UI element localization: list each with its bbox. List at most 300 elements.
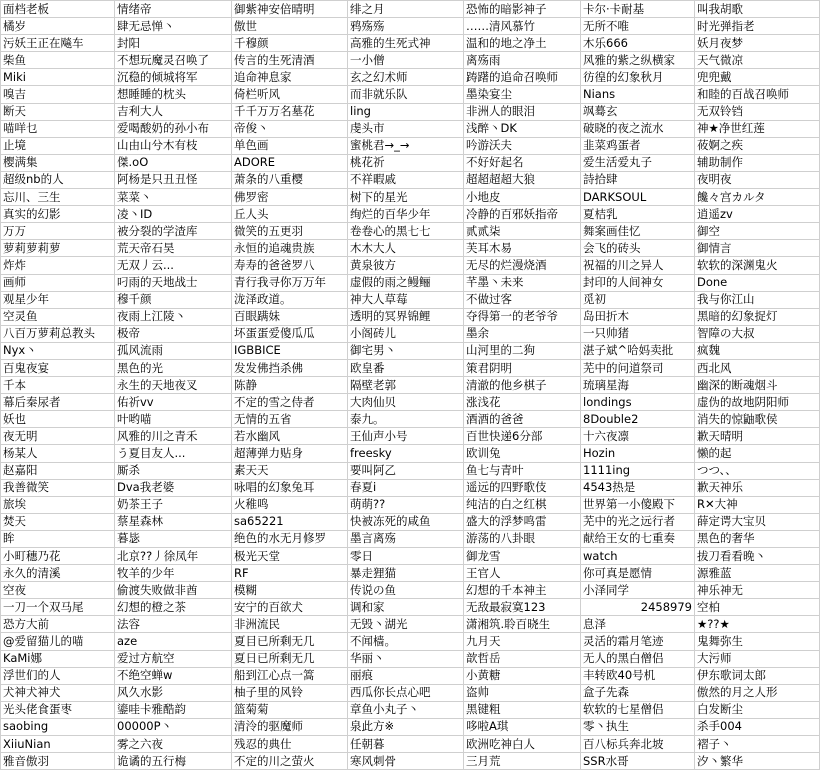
table-cell[interactable]: 蜜桃君→_→ <box>348 137 464 154</box>
table-cell[interactable]: 你可真是愿情 <box>581 565 695 582</box>
table-cell[interactable]: Nyx丶 <box>1 342 115 359</box>
table-cell[interactable]: 神★净世红莲 <box>695 120 820 137</box>
table-cell[interactable]: 盛大的浮梦鸣雷 <box>464 513 581 530</box>
table-cell[interactable]: 小阁砖儿 <box>348 325 464 342</box>
table-cell[interactable]: 喵咩乜 <box>1 120 115 137</box>
table-cell[interactable]: 鱼七与青叶 <box>464 462 581 479</box>
table-cell[interactable]: 零日 <box>348 548 464 565</box>
table-cell[interactable]: 柴鱼 <box>1 52 115 69</box>
table-cell[interactable]: 厮杀 <box>115 462 232 479</box>
table-cell[interactable]: 歆哲岳 <box>464 650 581 667</box>
table-cell[interactable]: 止境 <box>1 137 115 154</box>
table-cell[interactable]: 污妖王正在飚车 <box>1 35 115 52</box>
table-cell[interactable]: 饞々宫カルタ <box>695 189 820 206</box>
table-cell[interactable]: 鎏哇卡雅酷韵 <box>115 701 232 718</box>
table-cell[interactable]: 黑键粗 <box>464 701 581 718</box>
table-cell[interactable]: 不定的川之萤火 <box>232 753 348 770</box>
table-cell[interactable]: 追命神息家 <box>232 69 348 86</box>
table-cell[interactable]: 千千万万名墓花 <box>232 103 348 120</box>
table-cell[interactable]: 傲然的月之人形 <box>695 684 820 701</box>
table-cell[interactable]: 旅埃 <box>1 496 115 513</box>
table-cell[interactable]: 夺得第一的老爷爷 <box>464 308 581 325</box>
table-cell[interactable]: 极光天堂 <box>232 548 348 565</box>
table-cell[interactable]: 御龙雪 <box>464 548 581 565</box>
table-cell[interactable]: 鸦殇殇 <box>348 18 464 35</box>
table-cell[interactable]: 八百万萝莉总教头 <box>1 325 115 342</box>
table-cell[interactable]: 不定的雪之侍者 <box>232 394 348 411</box>
table-cell[interactable]: 卷卷心的黑七七 <box>348 223 464 240</box>
table-cell[interactable]: 焚天 <box>1 513 115 530</box>
table-cell[interactable]: 萧条的八重樱 <box>232 171 348 188</box>
table-cell[interactable]: 诡谲的五行梅 <box>115 753 232 770</box>
table-cell[interactable]: 欧训兔 <box>464 445 581 462</box>
table-cell[interactable]: 绯之月 <box>348 1 464 18</box>
table-cell[interactable]: 无毁丶湖光 <box>348 616 464 633</box>
table-cell[interactable]: 篮菊菊 <box>232 701 348 718</box>
table-cell[interactable]: 软软的七星僧侣 <box>581 701 695 718</box>
table-cell[interactable]: ling <box>348 103 464 120</box>
table-cell[interactable]: 疯魏 <box>695 342 820 359</box>
table-cell[interactable]: 贰贰柒 <box>464 223 581 240</box>
table-cell[interactable]: 咏唱的幻象兔耳 <box>232 479 348 496</box>
table-cell[interactable]: 传说の鱼 <box>348 582 464 599</box>
table-cell[interactable]: freesky <box>348 445 464 462</box>
table-cell[interactable]: 零丶执生 <box>581 718 695 735</box>
table-cell[interactable]: 无尽的烂漫烧酒 <box>464 257 581 274</box>
table-cell[interactable]: 2458979 <box>581 599 695 616</box>
table-cell[interactable]: 神大人草莓 <box>348 291 464 308</box>
table-cell[interactable]: 嗅吉 <box>1 86 115 103</box>
table-cell[interactable]: 王官人 <box>464 565 581 582</box>
table-cell[interactable]: 彷徨的幻象秋月 <box>581 69 695 86</box>
table-cell[interactable]: 歉天晴明 <box>695 428 820 445</box>
table-cell[interactable]: 夜无明 <box>1 428 115 445</box>
table-cell[interactable]: 真实的幻影 <box>1 206 115 223</box>
table-cell[interactable]: 韭菜鸡蛋者 <box>581 137 695 154</box>
table-cell[interactable]: 不做过客 <box>464 291 581 308</box>
table-cell[interactable]: 御情言 <box>695 240 820 257</box>
table-cell[interactable]: 空灵鱼 <box>1 308 115 325</box>
table-cell[interactable]: 策君阴明 <box>464 359 581 376</box>
table-cell[interactable]: 千本 <box>1 377 115 394</box>
table-cell[interactable]: sa65221 <box>232 513 348 530</box>
table-cell[interactable]: 薛定谔大宝贝 <box>695 513 820 530</box>
table-cell[interactable]: 而非就乐队 <box>348 86 464 103</box>
table-cell[interactable]: 恐方大前 <box>1 616 115 633</box>
table-cell[interactable]: ★??★ <box>695 616 820 633</box>
table-cell[interactable]: ADORE <box>232 154 348 171</box>
table-cell[interactable]: 肆无忌惮丶 <box>115 18 232 35</box>
table-cell[interactable]: 雾之六夜 <box>115 736 232 753</box>
table-cell[interactable]: 离殇雨 <box>464 52 581 69</box>
table-cell[interactable]: 超级nb的人 <box>1 171 115 188</box>
table-cell[interactable]: 黑色的奢华 <box>695 530 820 547</box>
table-cell[interactable]: 温和的地之净土 <box>464 35 581 52</box>
table-cell[interactable]: 哆啦A琪 <box>464 718 581 735</box>
table-cell[interactable]: 觅初 <box>581 291 695 308</box>
table-cell[interactable]: 非洲人的眼泪 <box>464 103 581 120</box>
table-cell[interactable]: 幻想的千本神主 <box>464 582 581 599</box>
table-cell[interactable]: 佛罗密 <box>232 189 348 206</box>
table-cell[interactable]: 8Double2 <box>581 411 695 428</box>
table-cell[interactable]: 无人的黑白僧侣 <box>581 650 695 667</box>
table-cell[interactable]: 十六夜凛 <box>581 428 695 445</box>
table-cell[interactable]: 橘岁 <box>1 18 115 35</box>
table-cell[interactable]: 黑色的光 <box>115 359 232 376</box>
table-cell[interactable]: 傑.oO <box>115 154 232 171</box>
table-cell[interactable]: 清澈的他乡棋子 <box>464 377 581 394</box>
table-cell[interactable]: SSR水哥 <box>581 753 695 770</box>
table-cell[interactable]: 空柏 <box>695 599 820 616</box>
table-cell[interactable]: 墨言离殇 <box>348 530 464 547</box>
table-cell[interactable]: 极帝 <box>115 325 232 342</box>
table-cell[interactable]: 情绪帝 <box>115 1 232 18</box>
table-cell[interactable]: 小地皮 <box>464 189 581 206</box>
table-cell[interactable]: 逍遥zv <box>695 206 820 223</box>
table-cell[interactable]: 丽痕 <box>348 667 464 684</box>
table-cell[interactable]: 软软的深渊鬼火 <box>695 257 820 274</box>
table-cell[interactable]: 灵活的霜月笔迹 <box>581 633 695 650</box>
table-cell[interactable]: 玄之幻术师 <box>348 69 464 86</box>
table-cell[interactable]: 遥远的四野歌伎 <box>464 479 581 496</box>
table-cell[interactable]: 山河里的二狗 <box>464 342 581 359</box>
table-cell[interactable]: 无敌最寂寞123 <box>464 599 581 616</box>
table-cell[interactable]: 破晓的夜之流水 <box>581 120 695 137</box>
table-cell[interactable]: 无双丿云... <box>115 257 232 274</box>
table-cell[interactable]: 风雅的紫之纵横家 <box>581 52 695 69</box>
table-cell[interactable]: 泉此方※ <box>348 718 464 735</box>
table-cell[interactable]: 眸 <box>1 530 115 547</box>
table-cell[interactable]: 封印的人间神女 <box>581 274 695 291</box>
table-cell[interactable]: 偷渡失败做非酋 <box>115 582 232 599</box>
table-cell[interactable]: 被分裂的学渣库 <box>115 223 232 240</box>
table-cell[interactable]: 寒风刺骨 <box>348 753 464 770</box>
table-cell[interactable]: 幕后秦尿者 <box>1 394 115 411</box>
table-cell[interactable]: 御宅男丶 <box>348 342 464 359</box>
table-cell[interactable]: 天气微凉 <box>695 52 820 69</box>
table-cell[interactable]: 西北风 <box>695 359 820 376</box>
table-cell[interactable]: う夏目友人... <box>115 445 232 462</box>
table-cell[interactable]: 妖月夜梦 <box>695 35 820 52</box>
table-cell[interactable]: 绝色的水无月修罗 <box>232 530 348 547</box>
table-cell[interactable]: 世界第一小傻殿下 <box>581 496 695 513</box>
table-cell[interactable]: 丘人头 <box>232 206 348 223</box>
table-cell[interactable]: 风久水影 <box>115 684 232 701</box>
table-cell[interactable]: 白发断尘 <box>695 701 820 718</box>
table-cell[interactable]: 三月荒 <box>464 753 581 770</box>
table-cell[interactable]: 木木大人 <box>348 240 464 257</box>
table-cell[interactable]: 凌丶ID <box>115 206 232 223</box>
table-cell[interactable]: 游荡的八卦眼 <box>464 530 581 547</box>
table-cell[interactable]: 暴走狸猫 <box>348 565 464 582</box>
table-cell[interactable]: 我善微笑 <box>1 479 115 496</box>
table-cell[interactable]: 北京??丿徐凤年 <box>115 548 232 565</box>
table-cell[interactable]: 菜菜丶 <box>115 189 232 206</box>
table-cell[interactable]: 安宁的百欲犬 <box>232 599 348 616</box>
table-cell[interactable]: 4543热是 <box>581 479 695 496</box>
table-cell[interactable]: 永恒的追魂贵族 <box>232 240 348 257</box>
table-cell[interactable]: 小泽同学 <box>581 582 695 599</box>
table-cell[interactable]: 山由山兮木有枝 <box>115 137 232 154</box>
table-cell[interactable]: 萝莉萝莉萝 <box>1 240 115 257</box>
table-cell[interactable]: 恐怖的暗影神子 <box>464 1 581 18</box>
table-cell[interactable]: 百八标兵奔北坡 <box>581 736 695 753</box>
table-cell[interactable]: つつ、、 <box>695 462 820 479</box>
table-cell[interactable]: 纯洁的白之红棋 <box>464 496 581 513</box>
table-cell[interactable]: 雅音傲羽 <box>1 753 115 770</box>
table-cell[interactable]: 光头佬食蛋枣 <box>1 701 115 718</box>
table-cell[interactable]: 不闻樯。 <box>348 633 464 650</box>
table-cell[interactable]: 吟游沃夫 <box>464 137 581 154</box>
table-cell[interactable]: 残忍的典仕 <box>232 736 348 753</box>
table-cell[interactable]: 夜雨上江陵丶 <box>115 308 232 325</box>
table-cell[interactable]: 夏目已所剩无几 <box>232 633 348 650</box>
table-cell[interactable]: 绚烂的百华少年 <box>348 206 464 223</box>
table-cell[interactable]: 百鬼夜宴 <box>1 359 115 376</box>
table-cell[interactable]: 百眼蹒妹 <box>232 308 348 325</box>
table-cell[interactable]: 万万 <box>1 223 115 240</box>
table-cell[interactable]: 懒的起 <box>695 445 820 462</box>
table-cell[interactable]: 芙耳木易 <box>464 240 581 257</box>
table-cell[interactable]: 微笑的五更羽 <box>232 223 348 240</box>
table-cell[interactable]: 酒酒的爸爸 <box>464 411 581 428</box>
table-cell[interactable]: 潇湘筑.聆百晓生 <box>464 616 581 633</box>
table-cell[interactable]: 夏桔乳 <box>581 206 695 223</box>
table-cell[interactable]: 息泽 <box>581 616 695 633</box>
table-cell[interactable]: 陈静 <box>232 377 348 394</box>
table-cell[interactable]: RF <box>232 565 348 582</box>
table-cell[interactable]: saobing <box>1 718 115 735</box>
table-cell[interactable]: 无双铃铛 <box>695 103 820 120</box>
table-cell[interactable]: 黄泉彼方 <box>348 257 464 274</box>
table-cell[interactable]: 舞案画佳忆 <box>581 223 695 240</box>
table-cell[interactable]: 快被冻死的咸鱼 <box>348 513 464 530</box>
table-cell[interactable]: 想睡睡的枕头 <box>115 86 232 103</box>
table-cell[interactable]: 章鱼小丸子丶 <box>348 701 464 718</box>
table-cell[interactable]: 帝俊丶 <box>232 120 348 137</box>
table-cell[interactable]: 观星少年 <box>1 291 115 308</box>
table-cell[interactable]: 泷泽政道。 <box>232 291 348 308</box>
table-cell[interactable]: 华丽丶 <box>348 650 464 667</box>
table-cell[interactable]: 青行我寻你万万年 <box>232 274 348 291</box>
table-cell[interactable]: 坏蛋蛋爱傻瓜瓜 <box>232 325 348 342</box>
table-cell[interactable]: 画师 <box>1 274 115 291</box>
table-cell[interactable]: 孤风流雨 <box>115 342 232 359</box>
table-cell[interactable]: XiiuNian <box>1 736 115 753</box>
table-cell[interactable]: 鬼舞弥生 <box>695 633 820 650</box>
table-cell[interactable]: 歉天神乐 <box>695 479 820 496</box>
table-cell[interactable]: 大肉仙贝 <box>348 394 464 411</box>
table-cell[interactable]: 调和家 <box>348 599 464 616</box>
table-cell[interactable]: 发发佛挡杀佛 <box>232 359 348 376</box>
table-cell[interactable]: 风雅的川之青禾 <box>115 428 232 445</box>
table-cell[interactable]: 祝福的川之异人 <box>581 257 695 274</box>
table-cell[interactable]: 隔壁老郭 <box>348 377 464 394</box>
table-cell[interactable]: 吉利大人 <box>115 103 232 120</box>
table-cell[interactable]: 欧洲吃神白人 <box>464 736 581 753</box>
table-cell[interactable]: Done <box>695 274 820 291</box>
table-cell[interactable]: 传言的生死清酒 <box>232 52 348 69</box>
table-cell[interactable]: 一刀一个双马尾 <box>1 599 115 616</box>
table-cell[interactable]: 爱生活爱丸子 <box>581 154 695 171</box>
table-cell[interactable]: 踌躇的追命召唤师 <box>464 69 581 86</box>
table-cell[interactable]: 1111ing <box>581 462 695 479</box>
table-cell[interactable]: 虔头市 <box>348 120 464 137</box>
table-cell[interactable]: 九月天 <box>464 633 581 650</box>
table-cell[interactable]: 高雅的生死式神 <box>348 35 464 52</box>
table-cell[interactable]: 赵嘉阳 <box>1 462 115 479</box>
table-cell[interactable]: londings <box>581 394 695 411</box>
table-cell[interactable]: 湛子斌^哈妈卖批 <box>581 342 695 359</box>
table-cell[interactable]: 消失的惊鼬歌侯 <box>695 411 820 428</box>
table-cell[interactable]: 叶哟喵 <box>115 411 232 428</box>
table-cell[interactable]: 牧羊的少年 <box>115 565 232 582</box>
table-cell[interactable]: 面档老板 <box>1 1 115 18</box>
table-cell[interactable]: 沉稳的倾城将军 <box>115 69 232 86</box>
table-cell[interactable]: watch <box>581 548 695 565</box>
table-cell[interactable]: 御空 <box>695 223 820 240</box>
table-cell[interactable]: Miki <box>1 69 115 86</box>
table-cell[interactable]: 夜明夜 <box>695 171 820 188</box>
table-cell[interactable]: 幽深的断魂烟斗 <box>695 377 820 394</box>
table-cell[interactable]: 无情的五省 <box>232 411 348 428</box>
table-cell[interactable]: 素天天 <box>232 462 348 479</box>
table-cell[interactable]: DARKSOUL <box>581 189 695 206</box>
table-cell[interactable]: 法容 <box>115 616 232 633</box>
table-cell[interactable]: 桃花祈 <box>348 154 464 171</box>
table-cell[interactable]: 卡尔·卡耐基 <box>581 1 695 18</box>
table-cell[interactable]: 芜中的光之远行者 <box>581 513 695 530</box>
table-cell[interactable]: 神乐神无 <box>695 582 820 599</box>
table-cell[interactable]: 木乐666 <box>581 35 695 52</box>
table-cell[interactable]: 智障の大叔 <box>695 325 820 342</box>
table-cell[interactable]: 千穆颜 <box>232 35 348 52</box>
table-cell[interactable]: 西瓜你长点心吧 <box>348 684 464 701</box>
table-cell[interactable]: 永生的天地夜叉 <box>115 377 232 394</box>
table-cell[interactable]: 断天 <box>1 103 115 120</box>
table-cell[interactable]: 拔刀看看晚丶 <box>695 548 820 565</box>
table-cell[interactable]: 寿寿的爸爸罗八 <box>232 257 348 274</box>
table-cell[interactable]: 虚假的雨之鳗鲡 <box>348 274 464 291</box>
table-cell[interactable]: 大污师 <box>695 650 820 667</box>
table-cell[interactable]: 盒子先森 <box>581 684 695 701</box>
table-cell[interactable]: 时光弹指老 <box>695 18 820 35</box>
table-cell[interactable]: 兜兜戴 <box>695 69 820 86</box>
table-cell[interactable]: 浮世们的人 <box>1 667 115 684</box>
table-cell[interactable]: 空夜 <box>1 582 115 599</box>
table-cell[interactable]: 御紫神安倍晴明 <box>232 1 348 18</box>
table-cell[interactable]: 模糊 <box>232 582 348 599</box>
table-cell[interactable]: 百世快递6分部 <box>464 428 581 445</box>
table-cell[interactable]: 浅醉丶DK <box>464 120 581 137</box>
table-cell[interactable]: 夏日已所剩无几 <box>232 650 348 667</box>
table-cell[interactable]: 炸炸 <box>1 257 115 274</box>
table-cell[interactable]: 妖也 <box>1 411 115 428</box>
table-cell[interactable]: 非洲流民 <box>232 616 348 633</box>
table-cell[interactable]: 芜中的问道祭司 <box>581 359 695 376</box>
table-cell[interactable]: 我与你江山 <box>695 291 820 308</box>
table-cell[interactable]: 透明的冥界锦鲤 <box>348 308 464 325</box>
table-cell[interactable]: 黑暗的幻象捉灯 <box>695 308 820 325</box>
table-cell[interactable]: @爱留猫儿的喵 <box>1 633 115 650</box>
table-cell[interactable]: 叼雨的天地战士 <box>115 274 232 291</box>
table-cell[interactable]: 一只帅猪 <box>581 325 695 342</box>
table-cell[interactable]: 樱满集 <box>1 154 115 171</box>
table-cell[interactable]: 要叫阿乙 <box>348 462 464 479</box>
table-cell[interactable]: 汐丶繁华 <box>695 753 820 770</box>
table-cell[interactable]: 荒天帝石昊 <box>115 240 232 257</box>
table-cell[interactable]: 岛田折木 <box>581 308 695 325</box>
table-cell[interactable]: 清泠的驱魔师 <box>232 718 348 735</box>
table-cell[interactable]: 丰转欧40号机 <box>581 667 695 684</box>
table-cell[interactable]: 若水幽风 <box>232 428 348 445</box>
table-cell[interactable]: 会飞的砖头 <box>581 240 695 257</box>
table-cell[interactable]: 倚栏听风 <box>232 86 348 103</box>
table-cell[interactable]: 萌萌?? <box>348 496 464 513</box>
table-cell[interactable]: 蔡星森林 <box>115 513 232 530</box>
table-cell[interactable]: 莜婀之疾 <box>695 137 820 154</box>
table-cell[interactable]: 琉璃星海 <box>581 377 695 394</box>
table-cell[interactable]: 奶茶王子 <box>115 496 232 513</box>
table-cell[interactable]: 超薄弹力贴身 <box>232 445 348 462</box>
table-cell[interactable]: 穆千颜 <box>115 291 232 308</box>
table-cell[interactable]: 虚伪的故地阴阳师 <box>695 394 820 411</box>
table-cell[interactable]: 爱过方航空 <box>115 650 232 667</box>
table-cell[interactable]: 涨浅花 <box>464 394 581 411</box>
table-cell[interactable]: 盗帅 <box>464 684 581 701</box>
table-cell[interactable]: 杀手004 <box>695 718 820 735</box>
table-cell[interactable]: 叫我胡歌 <box>695 1 820 18</box>
table-cell[interactable]: 阿杨是只丑丑怪 <box>115 171 232 188</box>
table-cell[interactable]: 暮毖 <box>115 530 232 547</box>
table-cell[interactable]: 欧皇番 <box>348 359 464 376</box>
table-cell[interactable]: 幻想的橙之茶 <box>115 599 232 616</box>
table-cell[interactable]: 超超超超大狼 <box>464 171 581 188</box>
table-cell[interactable]: 王仙声小号 <box>348 428 464 445</box>
table-cell[interactable]: R✕大神 <box>695 496 820 513</box>
table-cell[interactable]: 墨余 <box>464 325 581 342</box>
table-cell[interactable]: 封阳 <box>115 35 232 52</box>
table-cell[interactable]: 00000P丶 <box>115 718 232 735</box>
table-cell[interactable]: 忘川、三生 <box>1 189 115 206</box>
table-cell[interactable]: 不绝空蝉w <box>115 667 232 684</box>
table-cell[interactable]: 一小僧 <box>348 52 464 69</box>
table-cell[interactable]: 火稚鸣 <box>232 496 348 513</box>
table-cell[interactable]: Hozin <box>581 445 695 462</box>
table-cell[interactable]: 爱喝酸奶的孙小布 <box>115 120 232 137</box>
table-cell[interactable]: 无所不唯 <box>581 18 695 35</box>
table-cell[interactable]: 泰九。 <box>348 411 464 428</box>
table-cell[interactable]: 不想玩魔灵召唤了 <box>115 52 232 69</box>
table-cell[interactable]: 不祥暇戚 <box>348 171 464 188</box>
table-cell[interactable]: 墨染宴尘 <box>464 86 581 103</box>
table-cell[interactable]: 小黄糖 <box>464 667 581 684</box>
table-cell[interactable]: Dva我老婆 <box>115 479 232 496</box>
table-cell[interactable]: 和睦的百战召唤师 <box>695 86 820 103</box>
table-cell[interactable]: 船到江心点一篙 <box>232 667 348 684</box>
table-cell[interactable]: 柚子里的风铃 <box>232 684 348 701</box>
table-cell[interactable]: 犬神犬神犬 <box>1 684 115 701</box>
table-cell[interactable]: 杨某人 <box>1 445 115 462</box>
table-cell[interactable]: IGBBICE <box>232 342 348 359</box>
table-cell[interactable]: 佑祈vv <box>115 394 232 411</box>
table-cell[interactable]: 单色画 <box>232 137 348 154</box>
table-cell[interactable]: 冷静的百邪妖指帝 <box>464 206 581 223</box>
table-cell[interactable]: 春夏i <box>348 479 464 496</box>
table-cell[interactable]: 辅助制作 <box>695 154 820 171</box>
table-cell[interactable]: 任朝暮 <box>348 736 464 753</box>
table-cell[interactable]: KaMi娜 <box>1 650 115 667</box>
